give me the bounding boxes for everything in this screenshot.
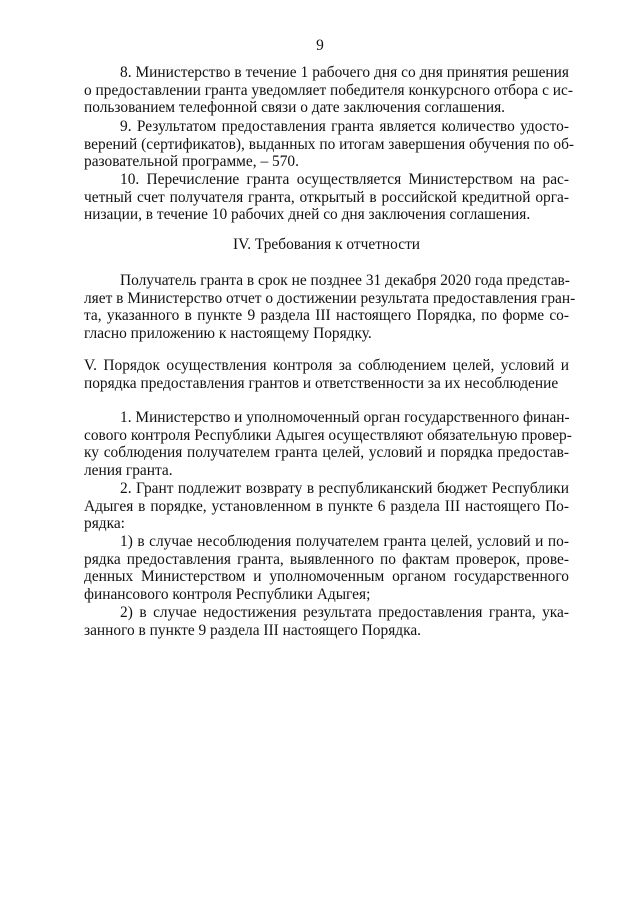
- text-line: разовательной программе, – 570.: [84, 153, 299, 171]
- text-line: рядка:: [84, 515, 125, 533]
- text-line: ку соблюдения получателем гранта целей, условий и порядка предостав-: [84, 444, 569, 462]
- text-line: верений (сертификатов), выданных по итогам завершения обучения по об-: [84, 135, 575, 153]
- text-line: та, указанного в пункте 9 раздела III настоящего Порядка, по форме со-: [84, 307, 569, 325]
- text-line: гласно приложению к настоящему Порядку.: [84, 324, 372, 342]
- text-line: Получатель гранта в срок не позднее 31 декабря 2020 года представ-: [120, 272, 570, 289]
- text-line: 1) в случае несоблюдения получателем гранта целей, условий и по-: [120, 533, 569, 550]
- text-line: ляет в Министерство отчет о достижении результата предоставления гран-: [84, 289, 576, 307]
- text-line: 9. Результатом предоставления гранта является количество удосто-: [120, 118, 569, 135]
- text-line: рядка предоставления гранта, выявленного по фактам проверок, прове-: [84, 550, 569, 568]
- text-line: 10. Перечисление гранта осуществляется Министерством на рас-: [120, 171, 569, 188]
- text-line: низации, в течение 10 рабочих дней со дня заключения соглашения.: [84, 206, 531, 224]
- text-line: V. Порядок осуществления контроля за соблюдением целей, условий и: [84, 357, 569, 374]
- text-line: пользованием телефонной связи о дате заключения соглашения.: [84, 99, 506, 117]
- text-line: порядка предоставления грантов и ответственности за их несоблюдение: [84, 374, 559, 392]
- text-line: денных Министерством и уполномоченным органом государственного: [84, 568, 569, 586]
- text-line: 1. Министерство и уполномоченный орган государственного финан-: [120, 409, 570, 426]
- page-number: 9: [316, 37, 324, 54]
- text-line: сового контроля Республики Адыгея осуществляют обязательную провер-: [84, 426, 572, 444]
- text-line: 2) в случае недостижения результата предоставления гранта, ука-: [120, 604, 569, 621]
- text-line: финансового контроля Республики Адыгея;: [84, 585, 371, 603]
- text-line: 8. Министерство в течение 1 рабочего дня со дня принятия решения: [120, 64, 569, 81]
- text-line: занного в пункте 9 раздела III настоящего Порядка.: [84, 621, 422, 639]
- text-line: четный счет получателя гранта, открытый в российской кредитной орга-: [84, 188, 569, 206]
- text-line: о предоставлении гранта уведомляет победителя конкурсного отбора с ис-: [84, 81, 573, 99]
- text-line: Адыгея в порядке, установленном в пункте 6 раздела III настоящего По-: [84, 497, 569, 515]
- section-heading: IV. Требования к отчетности: [232, 236, 421, 253]
- text-line: 2. Грант подлежит возврату в республиканский бюджет Республики: [120, 480, 569, 497]
- text-line: ления гранта.: [84, 461, 173, 479]
